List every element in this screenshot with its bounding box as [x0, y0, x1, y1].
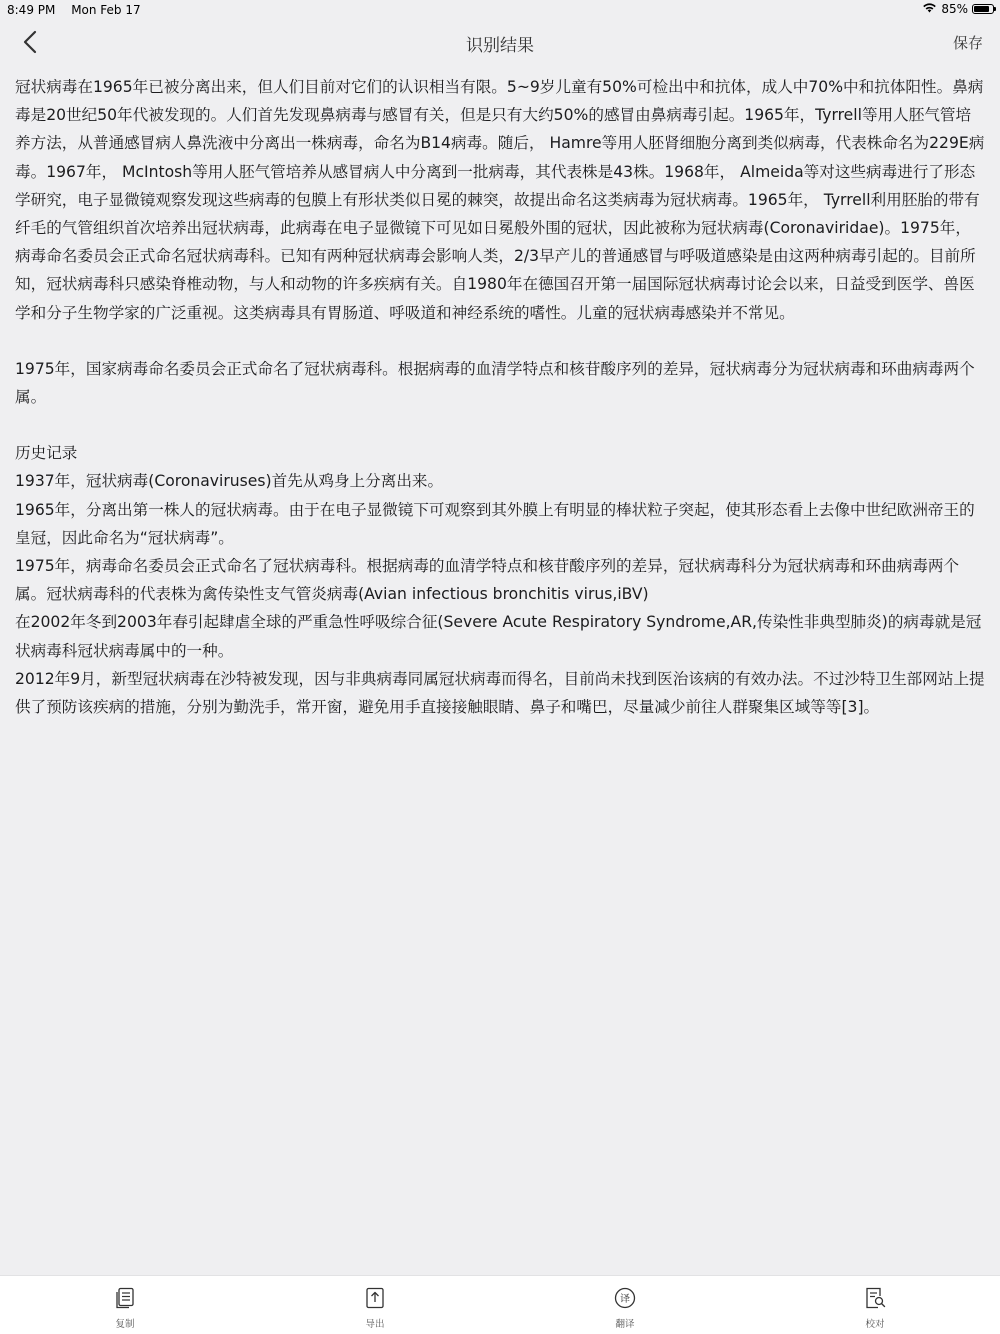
battery-percent: 85%: [941, 2, 968, 16]
history-1937: 1937年，冠状病毒(Coronaviruses)首先从鸡身上分离出来。: [15, 472, 444, 491]
status-left: [7, 3, 141, 17]
status-date: Mon Feb 17: [71, 3, 141, 17]
proofread-button[interactable]: [845, 1286, 905, 1330]
history-heading: 历史记录: [15, 444, 78, 463]
nav-bar: [0, 20, 1000, 64]
status-bar: [0, 0, 1000, 20]
recognized-text[interactable]: [15, 73, 985, 721]
copy-label: 复制: [115, 1319, 135, 1330]
wifi-icon: [922, 2, 937, 16]
battery-icon: [972, 4, 994, 14]
battery-fill: [974, 6, 989, 12]
save-button[interactable]: 保存: [952, 34, 983, 52]
copy-document-icon: [113, 1286, 137, 1310]
page-title: 识别结果: [466, 36, 534, 56]
battery-cap: [994, 7, 996, 11]
paragraph-gap: [15, 411, 985, 439]
history-2002: 在2002年冬到2003年春引起肆虐全球的严重急性呼吸综合征(Severe Acute Respiratory Syndrome,AR,传染性非典型肺炎)的病毒就是冠状病毒科冠状病毒属中的一种。: [15, 613, 982, 660]
share-export-icon: [363, 1286, 387, 1310]
export-label: 导出: [365, 1319, 385, 1330]
history-1975: 1975年，病毒命名委员会正式命名了冠状病毒科。根据病毒的血清学特点和核苷酸序列的差异，冠状病毒科分为冠状病毒和环曲病毒两个属。冠状病毒科的代表株为禽传染性支气管炎病毒(Avian infectious bronchitis virus,iBV): [15, 557, 960, 604]
svg-text:译: 译: [620, 1294, 630, 1305]
history-1965: 1965年，分离出第一株人的冠状病毒。由于在电子显微镜下可观察到其外膜上有明显的棒状粒子突起，使其形态看上去像中世纪欧洲帝王的皇冠，因此命名为“冠状病毒”。: [15, 500, 975, 547]
proofread-search-icon: [863, 1286, 887, 1310]
translate-label: 翻译: [615, 1319, 635, 1330]
paragraph-1: 冠状病毒在1965年已被分离出来，但人们目前对它们的认识相当有限。5~9岁儿童有50%可检出中和抗体，成人中70%中和抗体阳性。鼻病毒是20世纪50年代被发现的。人们首先发现鼻病毒与感冒有关，但是只有大约50%的感冒由鼻病毒引起。1965年，Tyrrell等用人胚气管培养方法，从普通感冒病人鼻洗液中分离出一株病毒，命名为B14病毒。随后， Hamre等用人胚肾细胞分离到类似病毒，代表株命名为229E病毒。1967年， McIntosh等用人胚气管培养从感冒病人中分离到一批病毒，其代表株是43株。1968年， Almeida等对这些病毒进行了形态学研究，电子显微镜观察发现这些病毒的包膜上有形状类似日冕的棘突，故提出命名这类病毒为冠状病毒。1965年， Tyrrell利用胚胎的带有纤毛的气管组织首次培养出冠状病毒，此病毒在电子显微镜下可见如日冕般外围的冠状，因此被称为冠状病毒(Coronaviridae)。1975年，病毒命名委员会正式命名冠状病毒科。已知有两种冠状病毒会影响人类，2/3早产儿的普通感冒与呼吸道感染是由这两种病毒引起的。目前所知，冠状病毒科只感染脊椎动物，与人和动物的许多疾病有关。自1980年在德国召开第一届国际冠状病毒讨论会以来，日益受到医学、兽医学和分子生物学家的广泛重视。这类病毒具有胃肠道、呼吸道和神经系统的嗜性。儿童的冠状病毒感染并不常见。: [15, 78, 985, 322]
paragraph-2: 1975年，国家病毒命名委员会正式命名了冠状病毒科。根据病毒的血清学特点和核苷酸序列的差异，冠状病毒分为冠状病毒和环曲病毒两个属。: [15, 359, 975, 407]
status-time: 8:49 PM: [7, 3, 56, 17]
proofread-label: 校对: [865, 1319, 885, 1330]
copy-button[interactable]: [95, 1286, 155, 1330]
translate-icon: [613, 1286, 637, 1310]
export-button[interactable]: [345, 1286, 405, 1330]
bottom-toolbar: [0, 1275, 1000, 1334]
history-2012: 2012年9月，新型冠状病毒在沙特被发现，因与非典病毒同属冠状病毒而得名，目前尚未找到医治该病的有效办法。不过沙特卫生部网站上提供了预防该疾病的措施，分别为勤洗手，常开窗，避免用手直接接触眼睛、鼻子和嘴巴，尽量减少前往人群聚集区域等等[3]。: [15, 669, 985, 717]
paragraph-gap: [15, 327, 985, 355]
status-right: [922, 2, 994, 16]
translate-button[interactable]: [595, 1286, 655, 1330]
